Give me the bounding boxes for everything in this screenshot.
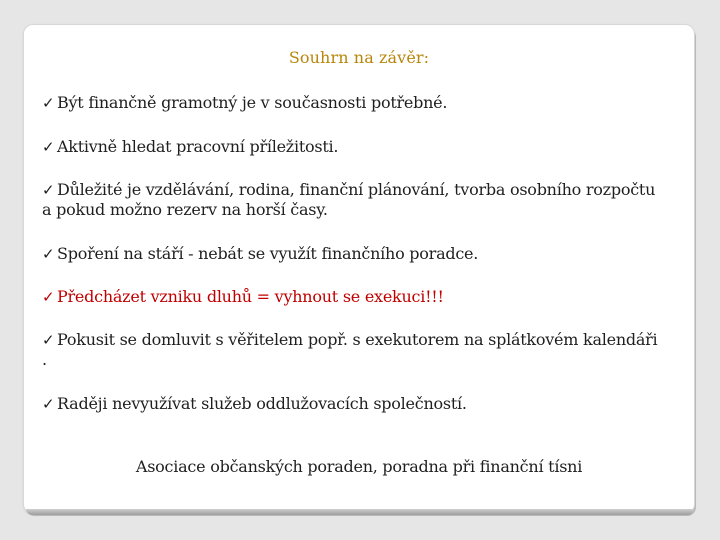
slide-title: Souhrn na závěr: bbox=[288, 48, 430, 67]
slide-footer: Asociace občanských poraden, poradna při finanční tísni bbox=[135, 457, 583, 476]
bullet-text: Pokusit se domluvit s věřitelem popř. s exekutorem na splátkovém kalendáři . bbox=[42, 330, 658, 369]
check-icon: ✓ bbox=[42, 181, 55, 199]
bullet-text: Spoření na stáří - nebát se využít finančního poradce. bbox=[57, 244, 479, 263]
check-icon: ✓ bbox=[42, 331, 55, 349]
bullet-text: Být finančně gramotný je v současnosti potřebné. bbox=[57, 93, 448, 112]
bullet-item bbox=[42, 394, 662, 414]
bullet-item bbox=[42, 330, 662, 370]
bullet-text: Důležité je vzdělávání, rodina, finanční plánování, tvorba osobního rozpočtu a pokud možno rezerv na horší časy. bbox=[42, 180, 656, 219]
check-icon: ✓ bbox=[42, 94, 55, 112]
bullet-text: Aktivně hledat pracovní příležitosti. bbox=[57, 137, 339, 156]
check-icon: ✓ bbox=[42, 288, 55, 306]
slide-bottom-bar bbox=[26, 509, 694, 515]
bullet-item bbox=[42, 244, 662, 264]
bullet-text: Raději nevyužívat služeb oddlužovacích společností. bbox=[57, 394, 467, 413]
bullet-item bbox=[42, 137, 662, 157]
check-icon: ✓ bbox=[42, 395, 55, 413]
bullet-item bbox=[42, 93, 662, 113]
check-icon: ✓ bbox=[42, 245, 55, 263]
bullet-text: Předcházet vzniku dluhů = vyhnout se exekuci!!! bbox=[57, 287, 444, 306]
bullet-item bbox=[42, 180, 662, 220]
slide bbox=[24, 25, 694, 513]
check-icon: ✓ bbox=[42, 138, 55, 156]
bullet-item-highlight bbox=[42, 287, 662, 307]
